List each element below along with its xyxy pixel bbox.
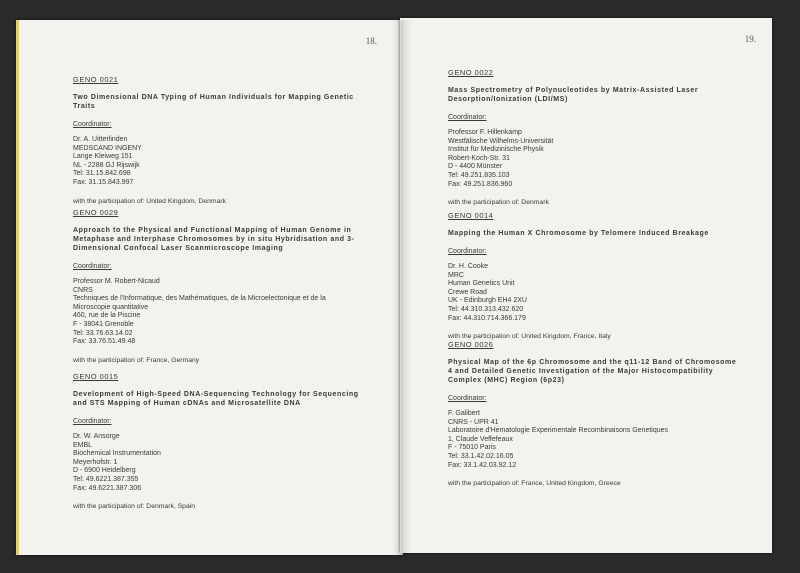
title-line: Complex (MHC) Region (6p23) <box>448 377 565 384</box>
title-line: Approach to the Physical and Functional Mapping of Human Genome in <box>73 227 352 234</box>
participation: with the participation of: United Kingdom, Denmark <box>73 197 227 205</box>
address-line: CNRS <box>73 286 93 294</box>
coordinator-label: Coordinator: <box>448 395 487 402</box>
project-entry <box>73 208 378 364</box>
coordinator-address <box>73 136 373 188</box>
coordinator-label: Coordinator: <box>73 418 112 425</box>
address-line: Meyerhofstr. 1 <box>73 458 118 466</box>
title-line: Mapping the Human X Chromosome by Telomere Induced Breakage <box>448 230 709 237</box>
address-line: Westfälische Wilhelms-Universität <box>448 137 554 145</box>
address-line: 460, rue de la Piscine <box>73 312 141 320</box>
address-line: Biochemical Instrumentation <box>73 450 161 458</box>
address-line: UK - Edinburgh EH4 2XU <box>448 297 527 305</box>
address-line: MRC <box>448 271 464 279</box>
coordinator-label: Coordinator: <box>73 121 112 128</box>
project-code: GENO 0029 <box>73 208 119 217</box>
project-code: GENO 0021 <box>73 75 119 84</box>
project-code: GENO 0022 <box>448 68 494 77</box>
project-title <box>448 358 753 385</box>
address-line: Fax: 49.6221.387.306 <box>73 484 142 492</box>
project-entry <box>448 211 748 340</box>
address-line: Dr. W. Ansorge <box>73 433 120 440</box>
address-line: F - 75010 Paris <box>448 444 496 452</box>
participation: with the participation of: France, Germany <box>73 356 200 364</box>
coordinator-address <box>448 129 748 189</box>
title-line: and STS Mapping of Human cDNAs and Microsatellite DNA <box>73 400 301 407</box>
title-line: Dimensional Confocal Laser Scanmicroscope Imaging <box>73 245 284 252</box>
project-title <box>448 86 748 104</box>
address-line: Techniques de l'Informatique, des Mathématiques, de la Microelectonique et de la <box>73 295 326 303</box>
participation: with the participation of: United Kingdom, France, Italy <box>448 333 611 341</box>
project-entry <box>448 340 753 487</box>
right-page <box>400 18 772 553</box>
title-line: Physical Map of the 6p Chromosome and the q11-12 Band of Chromosome <box>448 359 737 366</box>
project-title <box>73 93 373 111</box>
participation: with the participation of: Denmark, Spain <box>73 503 196 511</box>
title-line: 4 and Detailed Genetic Investigation of the Major Histocompatibility <box>448 368 714 375</box>
address-line: Tel: 49.251.835.103 <box>448 171 510 179</box>
address-line: Human Genetics Unit <box>448 280 515 288</box>
project-entry <box>73 75 373 205</box>
address-line: Microscopie quantitative <box>73 303 149 311</box>
address-line: Institut für Medizinische Physik <box>448 146 544 154</box>
address-line: F. Galibert <box>448 410 480 417</box>
address-line: Tel: 44.310.313.432.620 <box>448 305 524 313</box>
address-line: EMBL <box>73 441 93 449</box>
address-line: D - 6900 Heidelberg <box>73 467 136 475</box>
coordinator-address <box>448 410 753 470</box>
address-line: Crewe Road <box>448 288 487 296</box>
coordinator-label: Coordinator: <box>73 263 112 270</box>
title-line: Mass Spectrometry of Polynucleotides by Matrix-Assisted Laser <box>448 87 699 94</box>
coordinator-label: Coordinator: <box>448 248 487 255</box>
address-line: Tel: 31.15.842.698 <box>73 170 131 178</box>
address-line: Dr. H. Cooke <box>448 263 489 270</box>
title-line: Development of High-Speed DNA-Sequencing Technology for Sequencing <box>73 391 359 398</box>
address-line: Tel: 33.76.63.14.02 <box>73 329 133 337</box>
address-line: Robert-Koch-Str. 31 <box>448 154 510 162</box>
address-line: Fax: 33.1.42.03.92.12 <box>448 461 517 469</box>
title-line: Two Dimensional DNA Typing of Human Individuals for Mapping Genetic <box>73 94 354 101</box>
address-line: Lange Kleiweg 151 <box>73 153 133 161</box>
page-number: 18. <box>365 36 377 46</box>
project-code: GENO 0014 <box>448 211 494 220</box>
address-line: NL - 2288 GJ Rijswijk <box>73 161 140 169</box>
address-line: 1, Claude Veffefeaux <box>448 435 513 443</box>
address-line: Dr. A. Uitterlinden <box>73 136 128 143</box>
project-title <box>448 229 748 238</box>
address-line: Laboratoire d'Hematologie Experimentale Recombinaisons Genetiques <box>448 427 669 435</box>
address-line: MEDSCAND INGENY <box>73 144 142 152</box>
project-entry <box>448 68 748 206</box>
title-line: Traits <box>73 103 96 110</box>
address-line: Fax: 33.76.51.49.48 <box>73 338 136 346</box>
project-entry <box>73 372 373 510</box>
left-page <box>16 20 403 555</box>
project-title <box>73 226 378 253</box>
address-line: Tel: 49.6221.387.355 <box>73 475 139 483</box>
address-line: Fax: 44.310.714.366.179 <box>448 314 526 322</box>
coordinator-address <box>73 433 373 493</box>
page-number: 19. <box>744 34 756 44</box>
address-line: Professor M. Robert-Nicaud <box>73 278 160 285</box>
participation: with the participation of: Denmark <box>448 199 549 207</box>
title-line: Desorption/Ionization (LDI/MS) <box>448 96 568 103</box>
address-line: F - 38041 Grenoble <box>73 320 134 328</box>
coordinator-label: Coordinator: <box>448 114 487 121</box>
coordinator-address <box>448 263 748 323</box>
address-line: Tel: 33.1.42.02.16.05 <box>448 452 514 460</box>
project-title <box>73 390 373 408</box>
address-line: D - 4400 Münster <box>448 163 503 171</box>
project-code: GENO 0015 <box>73 372 119 381</box>
address-line: CNRS - UPR 41 <box>448 418 499 426</box>
address-line: Fax: 31.15.843.997 <box>73 178 134 186</box>
address-line: Fax: 49.251.836.960 <box>448 180 513 188</box>
participation: with the participation of: France, United Kingdom, Greece <box>448 480 621 488</box>
address-line: Professor F. Hillenkamp <box>448 129 522 136</box>
coordinator-address <box>73 278 378 347</box>
project-code: GENO 0026 <box>448 340 494 349</box>
title-line: Metaphase and Interphase Chromosomes by in situ Hybridisation and 3- <box>73 236 355 243</box>
